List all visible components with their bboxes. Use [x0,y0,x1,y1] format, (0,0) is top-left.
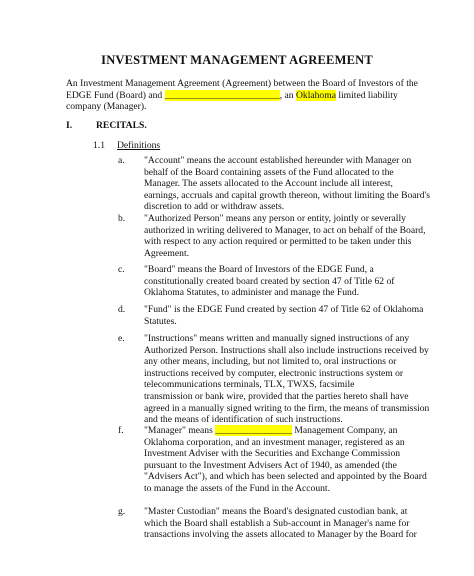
item-line: to manage the assets of the Fund in the Account. [144,482,330,494]
item-body [144,304,424,327]
item-body [144,213,426,259]
section-label: RECITALS. [96,120,147,131]
item-line: agreed in a manually signed writing to the firm, the means of transmission [144,402,430,414]
item-line: "Fund" is the EDGE Fund created by section 47 of Title 62 of Oklahoma [144,304,424,315]
item-line: telecommunications terminals, TLX, TWXS, facsimile [144,379,355,391]
manager-name-blank: ________________________ [164,89,280,101]
item-line: any other means, including, but not limited to, oral instructions or [144,356,397,368]
section-number: I. [66,120,73,131]
intro-line-1: An Investment Management Agreement (Agreement) between the Board of Investors of the [66,78,418,89]
item-letter: a. [118,155,125,166]
item-line: which the Board shall establish a Sub-account in Manager's name for [144,517,410,529]
item-line: transactions involving the assets allocated to Manager by the Board for [144,529,417,541]
intro-text: , an [279,89,296,101]
intro-text: limited liability [335,89,398,101]
subsection-number: 1.1 [93,140,105,151]
item-line: Statutes. [144,315,177,327]
item-line: constitutionally created board created by section 47 of Title 62 of [144,275,395,287]
item-line: instructions received by computer, electronic instructions system or [144,367,404,379]
item-line [144,425,398,437]
item-letter: f. [118,425,124,436]
intro-text: EDGE Fund (Board) and [66,89,165,101]
item-line: discretion to add or withdraw assets. [144,201,285,213]
item-letter: b. [118,213,126,224]
item-line: pursuant to the Investment Advisers Act of 1940, as amended (the [144,459,397,471]
item-line: authorized in writing delivered to Manager, to act on behalf of the Board, [144,224,426,236]
item-line: Oklahoma corporation, and an investment manager, registered as an [144,436,405,448]
document-title: INVESTMENT MANAGEMENT AGREEMENT [101,53,373,67]
item-line: and the means of identification of such instructions. [144,414,343,426]
item-line: with respect to any action required or permitted to be taken under this [144,236,412,248]
item-line: earnings, accruals and capital growth thereon, without limiting the Board's [144,189,430,201]
item-line: Oklahoma Statutes, to administer and manage the Fund. [144,287,360,299]
item-body [144,264,395,299]
item-letter: e. [118,333,125,344]
manager-company-blank: ________________ [215,425,292,436]
item-line: "Board" means the Board of Investors of the EDGE Fund, a [144,264,374,275]
item-body [144,425,427,495]
item-line: "Advisers Act"), and which has been selected and appointed by the Board [144,471,427,483]
item-line: "Master Custodian" means the Board's designated custodian bank, at [144,506,408,517]
item-line: Authorized Person. Instructions shall also include instructions received by [144,344,429,356]
subsection-label: Definitions [117,140,161,151]
state-highlight: Oklahoma [295,89,336,101]
item-line: behalf of the Board containing assets of the Fund allocated to the [144,166,394,178]
item-line: transmission or bank wire, provided that the parties hereto shall have [144,390,409,402]
subsection-heading [93,140,160,151]
section-heading [66,120,147,131]
item-letter: c. [118,264,125,275]
item-line: "Account" means the account established hereunder with Manager on [144,155,412,166]
item-body [144,333,430,426]
item-letter: g. [118,506,126,517]
item-line: Manager. The assets allocated to the Account include all interest, [144,178,393,190]
item-body [144,155,430,213]
item-line: Investment Adviser with the Securities and Exchange Commission [144,448,401,460]
intro-line-3: company (Manager). [66,101,147,113]
item-text: Management Company, an [291,425,398,436]
item-letter: d. [118,304,126,315]
item-line: Agreement. [144,247,190,259]
item-body [144,506,417,541]
intro-paragraph [66,78,418,113]
item-text: "Manager" means [144,425,216,436]
intro-line-2 [66,90,406,102]
item-line: "Authorized Person" means any person or entity, jointly or severally [144,213,406,224]
item-line: "Instructions" means written and manually signed instructions of any [144,333,410,344]
